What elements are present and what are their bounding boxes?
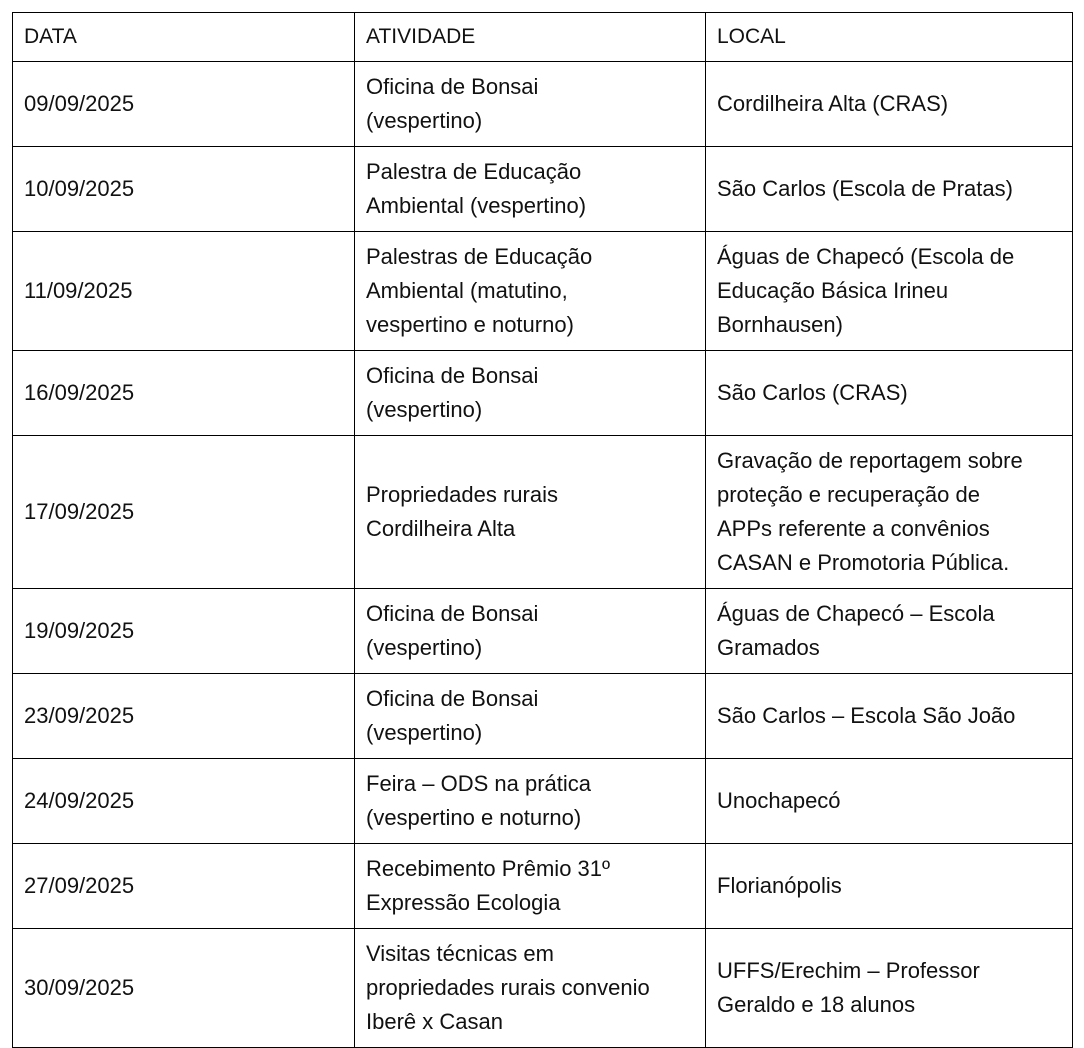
table-row bbox=[13, 674, 1073, 759]
table-row bbox=[13, 62, 1073, 147]
activity-schedule-table bbox=[12, 12, 1073, 1048]
location-cell: Águas de Chapecó (Escola de Educação Básica Irineu Bornhausen) bbox=[706, 232, 1073, 351]
table-body bbox=[13, 62, 1073, 1048]
activity-cell: Oficina de Bonsai (vespertino) bbox=[355, 589, 706, 674]
date-cell: 30/09/2025 bbox=[13, 929, 355, 1048]
date-cell: 09/09/2025 bbox=[13, 62, 355, 147]
location-cell: UFFS/Erechim – Professor Geraldo e 18 alunos bbox=[706, 929, 1073, 1048]
location-cell: Cordilheira Alta (CRAS) bbox=[706, 62, 1073, 147]
table-row bbox=[13, 232, 1073, 351]
date-cell: 17/09/2025 bbox=[13, 436, 355, 589]
date-cell: 24/09/2025 bbox=[13, 759, 355, 844]
location-cell: São Carlos (Escola de Pratas) bbox=[706, 147, 1073, 232]
header-data: DATA bbox=[13, 13, 355, 62]
activity-cell: Visitas técnicas em propriedades rurais convenio Iberê x Casan bbox=[355, 929, 706, 1048]
table-row bbox=[13, 147, 1073, 232]
header-atividade: ATIVIDADE bbox=[355, 13, 706, 62]
activity-cell: Feira – ODS na prática (vespertino e noturno) bbox=[355, 759, 706, 844]
location-cell: Gravação de reportagem sobre proteção e recuperação de APPs referente a convênios CASAN e Promotoria Pública. bbox=[706, 436, 1073, 589]
activity-cell: Oficina de Bonsai (vespertino) bbox=[355, 351, 706, 436]
location-cell: São Carlos – Escola São João bbox=[706, 674, 1073, 759]
location-cell: São Carlos (CRAS) bbox=[706, 351, 1073, 436]
table-row bbox=[13, 436, 1073, 589]
date-cell: 19/09/2025 bbox=[13, 589, 355, 674]
table-header bbox=[13, 13, 1073, 62]
date-cell: 11/09/2025 bbox=[13, 232, 355, 351]
date-cell: 23/09/2025 bbox=[13, 674, 355, 759]
header-local: LOCAL bbox=[706, 13, 1073, 62]
table-row bbox=[13, 844, 1073, 929]
date-cell: 10/09/2025 bbox=[13, 147, 355, 232]
table-row bbox=[13, 929, 1073, 1048]
activity-cell: Recebimento Prêmio 31º Expressão Ecologia bbox=[355, 844, 706, 929]
location-cell: Águas de Chapecó – Escola Gramados bbox=[706, 589, 1073, 674]
date-cell: 16/09/2025 bbox=[13, 351, 355, 436]
table-row bbox=[13, 759, 1073, 844]
header-row bbox=[13, 13, 1073, 62]
table-row bbox=[13, 351, 1073, 436]
activity-cell: Palestra de Educação Ambiental (vespertino) bbox=[355, 147, 706, 232]
date-cell: 27/09/2025 bbox=[13, 844, 355, 929]
activity-cell: Oficina de Bonsai (vespertino) bbox=[355, 674, 706, 759]
location-cell: Florianópolis bbox=[706, 844, 1073, 929]
location-cell: Unochapecó bbox=[706, 759, 1073, 844]
activity-cell: Oficina de Bonsai (vespertino) bbox=[355, 62, 706, 147]
activity-cell: Palestras de Educação Ambiental (matutino, vespertino e noturno) bbox=[355, 232, 706, 351]
table-row bbox=[13, 589, 1073, 674]
activity-cell: Propriedades rurais Cordilheira Alta bbox=[355, 436, 706, 589]
